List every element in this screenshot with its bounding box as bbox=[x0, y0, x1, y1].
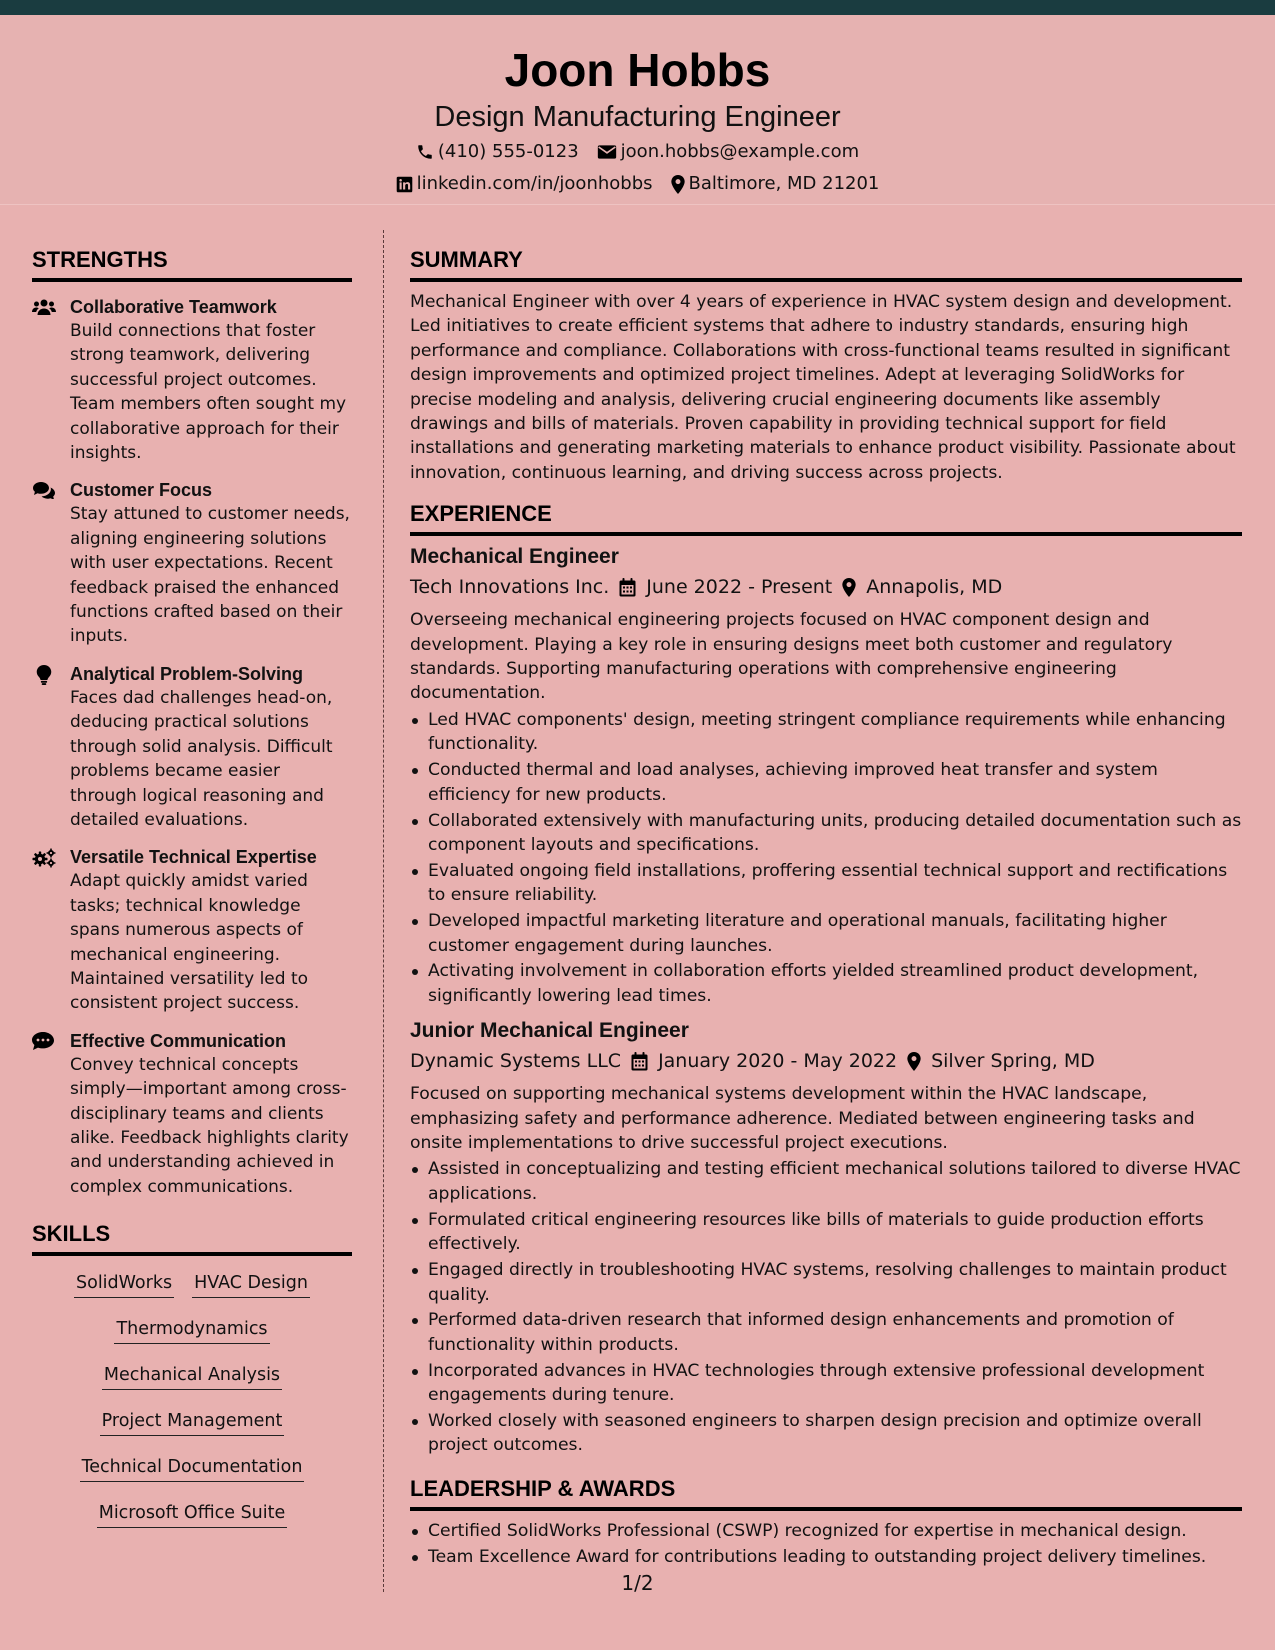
email-contact[interactable] bbox=[597, 137, 859, 167]
summary-text: Mechanical Engineer with over 4 years of experience in HVAC system design and development. Led initiatives to create efficient systems that adhere to industry standards, ensuring high performance and compliance. Collaborations with cross-functional teams resulted in significant design improvements and optimized project timelines. Adept at leveraging SolidWorks for precise modeling and analysis, delivering crucial engineering documents like assembly drawings and bills of materials. Proven capability in providing technical support for field installations and generating marketing materials to enhance product visibility. Passionate about innovation, continuous learning, and driving success across projects. bbox=[410, 292, 1236, 483]
strength-title: Versatile Technical Expertise bbox=[70, 847, 317, 868]
comment-dots-icon bbox=[32, 1029, 70, 1199]
strength-item bbox=[32, 662, 352, 832]
column-divider bbox=[383, 230, 384, 1592]
experience-heading: EXPERIENCE bbox=[410, 499, 1242, 536]
job-company: Dynamic Systems LLC bbox=[410, 1050, 622, 1073]
skills-list bbox=[32, 1270, 352, 1528]
skill-tag: Technical Documentation bbox=[80, 1454, 305, 1482]
job-location-text: Silver Spring, MD bbox=[931, 1050, 1095, 1073]
award-item: Team Excellence Award for contributions leading to outstanding project delivery timelines. bbox=[410, 1545, 1242, 1569]
job-dates-text: June 2022 - Present bbox=[646, 576, 833, 599]
linkedin-contact[interactable] bbox=[396, 169, 653, 199]
map-pin-icon bbox=[671, 175, 685, 194]
bullet-item: Developed impactful marketing literature and operational manuals, facilitating higher customer engagement during launches. bbox=[410, 909, 1242, 958]
strength-description: Faces dad challenges head-on, deducing practical solutions through solid analysis. Difficult problems became easier through logical reasoning and detailed evaluations. bbox=[70, 687, 333, 830]
job-description: Overseeing mechanical engineering projects focused on HVAC component design and development. Playing a key role in ensuring designs meet both customer and regulatory standards. Supporting manufacturing operations with comprehensive engineering documentation. bbox=[410, 610, 1173, 704]
skill-tag: Microsoft Office Suite bbox=[97, 1500, 288, 1528]
job-entry bbox=[410, 542, 1242, 1008]
phone-contact bbox=[416, 137, 579, 167]
cogs-icon bbox=[32, 845, 70, 1015]
bullet-item: Engaged directly in troubleshooting HVAC systems, resolving challenges to maintain product quality. bbox=[410, 1258, 1242, 1307]
skill-tag: Thermodynamics bbox=[114, 1316, 269, 1344]
skill-tag: SolidWorks bbox=[74, 1270, 174, 1298]
calendar-icon bbox=[619, 578, 636, 597]
job-dates bbox=[619, 572, 832, 602]
bullet-item: Collaborated extensively with manufacturing units, producing detailed documentation such as component layouts and specifications. bbox=[410, 809, 1242, 858]
strength-title: Customer Focus bbox=[70, 480, 213, 501]
location-text: Baltimore, MD 21201 bbox=[688, 173, 880, 194]
strength-item bbox=[32, 845, 352, 1015]
job-description: Focused on supporting mechanical systems development within the HVAC landscape, emphasizing safety and performance adherence. Mediated between engineering tasks and onsite implementations to drive successful project executions. bbox=[410, 1084, 1195, 1154]
phone-icon bbox=[416, 143, 434, 161]
users-icon bbox=[32, 295, 70, 465]
awards-heading: LEADERSHIP & AWARDS bbox=[410, 1474, 1242, 1511]
strength-title: Analytical Problem-Solving bbox=[70, 663, 304, 684]
skills-heading: SKILLS bbox=[32, 1219, 352, 1256]
job-location-text: Annapolis, MD bbox=[866, 576, 1003, 599]
job-bullets bbox=[410, 708, 1242, 1008]
strength-title: Effective Communication bbox=[70, 1030, 287, 1051]
strengths-heading: STRENGTHS bbox=[32, 245, 352, 282]
location-contact bbox=[671, 169, 880, 199]
linkedin-text[interactable]: linkedin.com/in/joonhobbs bbox=[416, 173, 653, 194]
strength-item bbox=[32, 478, 352, 648]
top-color-bar bbox=[0, 0, 1275, 15]
skill-tag: Mechanical Analysis bbox=[102, 1362, 282, 1390]
bullet-item: Formulated critical engineering resources like bills of materials to guide production efforts effectively. bbox=[410, 1208, 1242, 1257]
bullet-item: Performed data-driven research that informed design enhancements and promotion of functionality within products. bbox=[410, 1308, 1242, 1357]
job-meta bbox=[410, 1046, 1242, 1076]
map-pin-icon bbox=[907, 1052, 921, 1071]
bullet-item: Activating involvement in collaboration efforts yielded streamlined product development, significantly lowering lead times. bbox=[410, 959, 1242, 1008]
envelope-icon bbox=[597, 144, 617, 160]
job-entry bbox=[410, 1016, 1242, 1458]
calendar-icon bbox=[631, 1052, 648, 1071]
job-company: Tech Innovations Inc. bbox=[410, 576, 610, 599]
candidate-title: Design Manufacturing Engineer bbox=[434, 101, 841, 133]
linkedin-icon bbox=[396, 176, 413, 193]
bullet-item: Assisted in conceptualizing and testing efficient mechanical solutions tailored to diverse HVAC applications. bbox=[410, 1157, 1242, 1206]
strength-description: Adapt quickly amidst varied tasks; technical knowledge spans numerous aspects of mechanical engineering. Maintained versatility led to consistent project success. bbox=[70, 871, 309, 1014]
job-title: Mechanical Engineer bbox=[410, 545, 619, 569]
job-meta bbox=[410, 572, 1242, 602]
job-title: Junior Mechanical Engineer bbox=[410, 1019, 689, 1043]
contact-row-1 bbox=[0, 137, 1275, 167]
left-column bbox=[32, 245, 352, 1528]
strength-item bbox=[32, 1029, 352, 1199]
summary-heading: SUMMARY bbox=[410, 245, 1242, 282]
job-dates bbox=[631, 1046, 897, 1076]
job-location bbox=[907, 1046, 1095, 1076]
awards-list bbox=[410, 1519, 1242, 1569]
job-location bbox=[842, 572, 1002, 602]
phone-text: (410) 555-0123 bbox=[437, 141, 579, 162]
bullet-item: Conducted thermal and load analyses, achieving improved heat transfer and system efficiency for new products. bbox=[410, 758, 1242, 807]
strength-description: Convey technical concepts simply—important among cross-disciplinary teams and clients alike. Feedback highlights clarity and understanding achieved in complex communications. bbox=[70, 1054, 349, 1197]
award-item: Certified SolidWorks Professional (CSWP) recognized for expertise in mechanical design. bbox=[410, 1519, 1242, 1543]
bullet-item: Evaluated ongoing field installations, proffering essential technical support and rectifications to ensure reliability. bbox=[410, 859, 1242, 908]
strength-item bbox=[32, 295, 352, 465]
bullet-item: Worked closely with seasoned engineers to sharpen design precision and optimize overall project outcomes. bbox=[410, 1409, 1242, 1458]
lightbulb-icon bbox=[32, 662, 70, 832]
candidate-name: Joon Hobbs bbox=[504, 44, 771, 96]
job-bullets bbox=[410, 1157, 1242, 1457]
skill-tag: Project Management bbox=[100, 1408, 285, 1436]
comments-icon bbox=[32, 478, 70, 648]
email-text[interactable]: joon.hobbs@example.com bbox=[620, 141, 860, 162]
contact-row-2 bbox=[0, 169, 1275, 199]
bullet-item: Led HVAC components' design, meeting stringent compliance requirements while enhancing functionality. bbox=[410, 708, 1242, 757]
strength-description: Stay attuned to customer needs, aligning engineering solutions with user expectations. Recent feedback praised the enhanced functions crafted based on their inputs. bbox=[70, 504, 350, 647]
strength-title: Collaborative Teamwork bbox=[70, 297, 277, 317]
job-dates-text: January 2020 - May 2022 bbox=[658, 1050, 898, 1073]
strength-description: Build connections that foster strong teamwork, delivering successful project outcomes. Team members often sought my collaborative approach for their insights. bbox=[70, 321, 347, 464]
bullet-item: Incorporated advances in HVAC technologies through extensive professional development engagements during tenure. bbox=[410, 1359, 1242, 1408]
page-number: 1/2 bbox=[621, 1571, 654, 1595]
resume-header bbox=[0, 15, 1275, 205]
map-pin-icon bbox=[842, 578, 856, 597]
skill-tag: HVAC Design bbox=[192, 1270, 310, 1298]
right-column bbox=[410, 245, 1242, 1571]
